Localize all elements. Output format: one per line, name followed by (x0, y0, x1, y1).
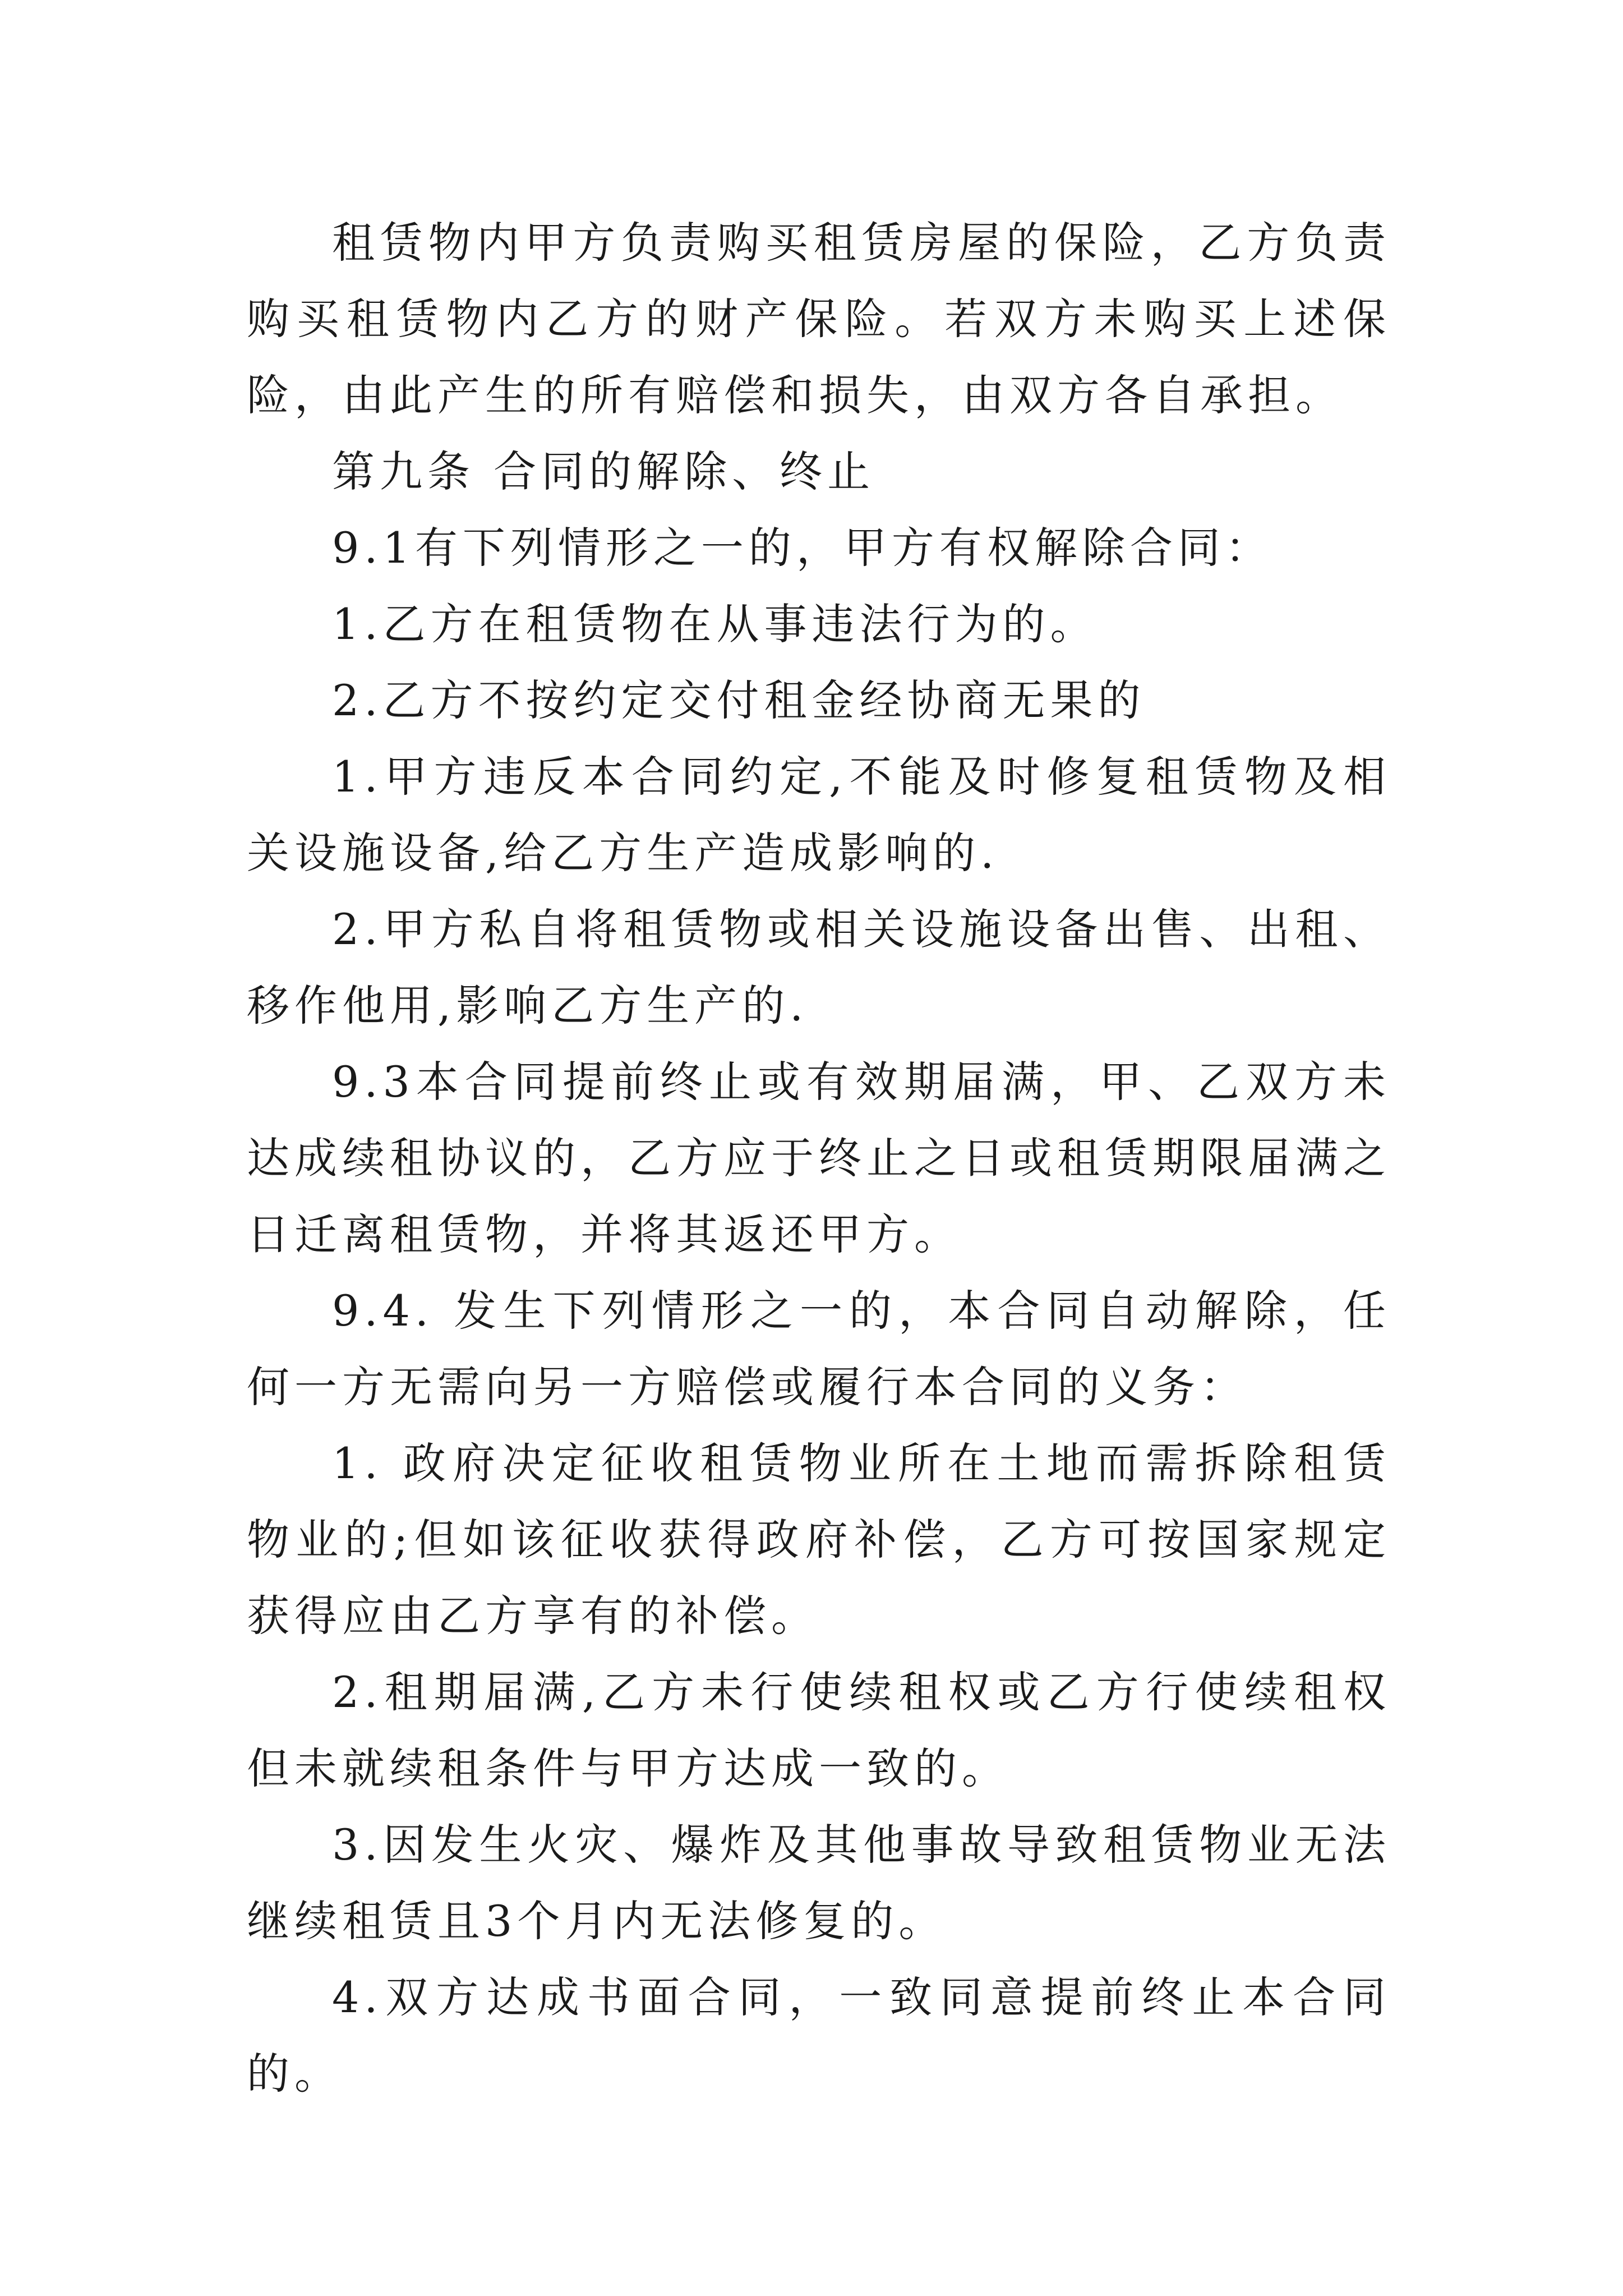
clause-9-1: 9.1有下列情形之一的，甲方有权解除合同： (332, 523, 1273, 573)
clause-item: 4.双方达成书面合同，一致同意提前终止本合同的。 (247, 1972, 1391, 2099)
clause-9-4: 9.4. 发生下列情形之一的，本合同自动解除，任何一方无需向另一方赔偿或履行本合同的义务： (247, 1286, 1391, 1412)
article-heading: 第九条 合同的解除、终止 (332, 447, 875, 496)
clause-item: 3.因发生火灾、爆炸及其他事故导致租赁物业无法继续租赁且3个月内无法修复的。 (247, 1820, 1391, 1946)
clause-item: 1. 政府决定征收租赁物业所在土地而需拆除租赁物业的;但如该征收获得政府补偿，乙方可按国家规定获得应由乙方享有的补偿。 (247, 1438, 1391, 1641)
clause-item: 1.乙方在租赁物在从事违法行为的。 (332, 599, 1098, 649)
clause-item: 1.甲方违反本合同约定,不能及时修复租赁物及相关设施设备,给乙方生产造成影响的. (247, 752, 1391, 878)
clause-9-3: 9.3本合同提前终止或有效期届满，甲、乙双方未达成续租协议的，乙方应于终止之日或租赁期限届满之日迁离租赁物，并将其返还甲方。 (247, 1057, 1391, 1259)
clause-item: 2.甲方私自将租赁物或相关设施设备出售、出租、移作他用,影响乙方生产的. (247, 904, 1391, 1030)
clause-item: 2.租期届满,乙方未行使续租权或乙方行使续租权但未就续租条件与甲方达成一致的。 (247, 1667, 1391, 1793)
paragraph-insurance: 租赁物内甲方负责购买租赁房屋的保险，乙方负责购买租赁物内乙方的财产保险。若双方未购买上述保险，由此产生的所有赔偿和损失，由双方各自承担。 (247, 218, 1391, 420)
clause-item: 2.乙方不按约定交付租金经协商无果的 (332, 675, 1146, 725)
document-body (247, 205, 1391, 2112)
